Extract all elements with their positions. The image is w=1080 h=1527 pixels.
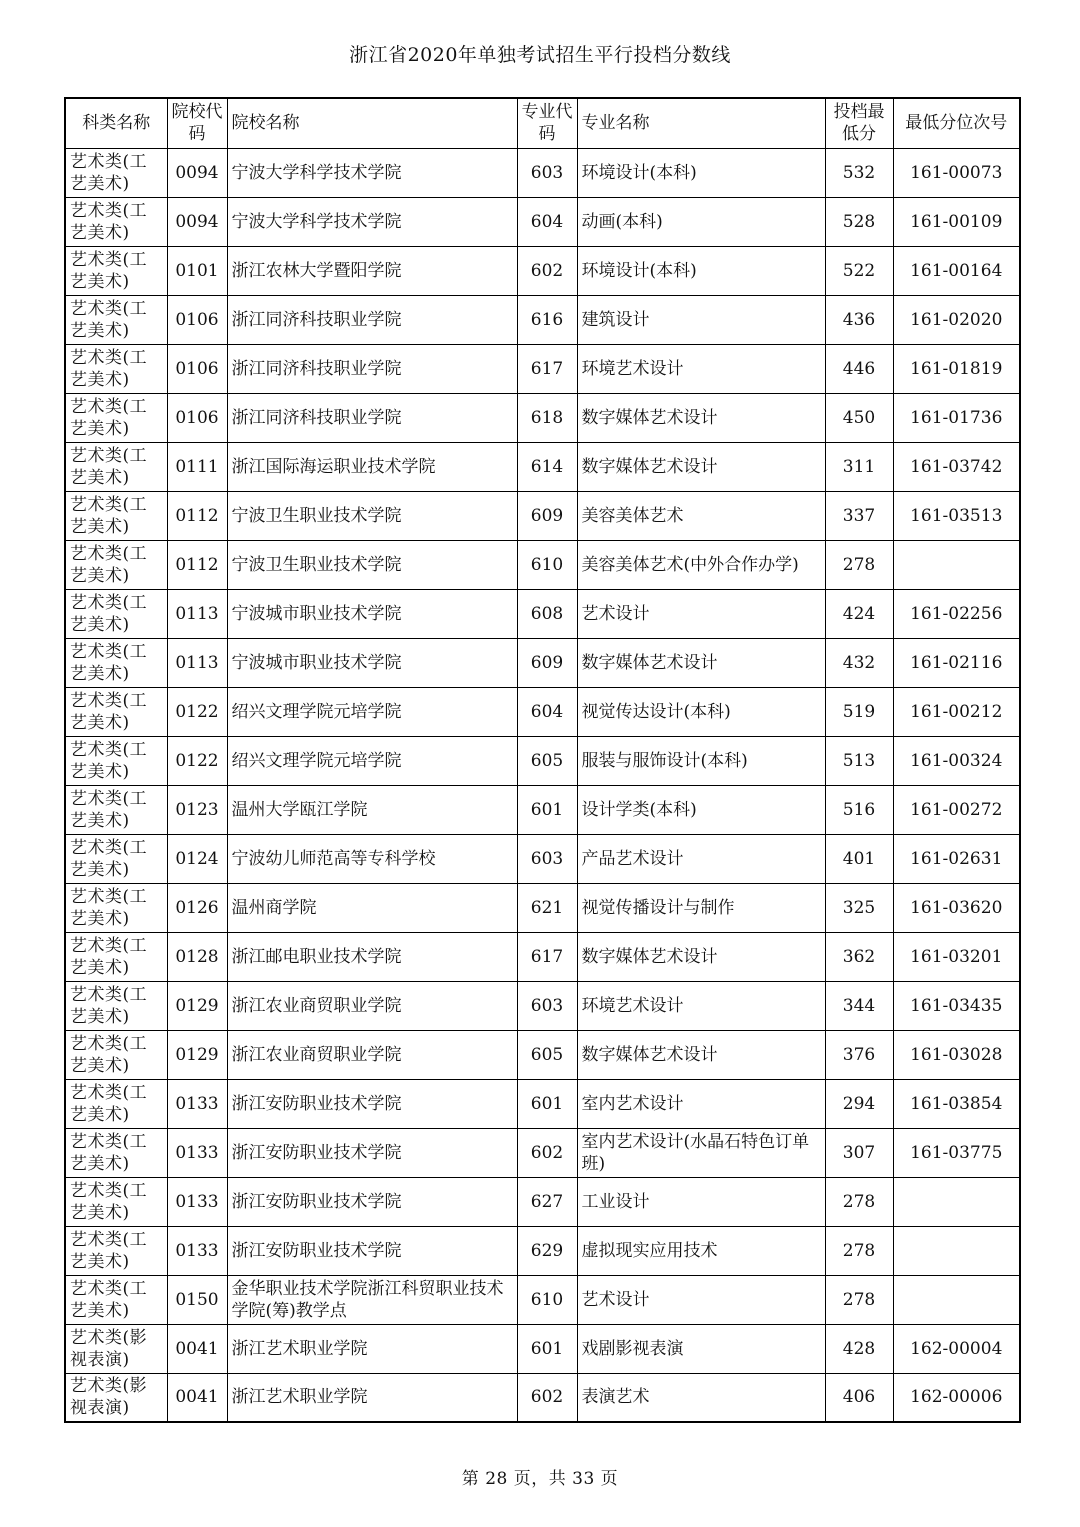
cell-school-name: 浙江同济科技职业学院 — [227, 344, 517, 393]
table-row — [65, 883, 1020, 932]
cell-school-code: 0126 — [167, 883, 227, 932]
table-row — [65, 1030, 1020, 1079]
cell-school-name: 浙江同济科技职业学院 — [227, 295, 517, 344]
cell-major-name: 服装与服饰设计(本科) — [577, 736, 825, 785]
cell-school-name: 浙江安防职业技术学院 — [227, 1079, 517, 1128]
cell-min-score: 294 — [825, 1079, 893, 1128]
cell-major-name: 环境艺术设计 — [577, 981, 825, 1030]
table-row — [65, 1226, 1020, 1275]
cell-school-code: 0124 — [167, 834, 227, 883]
cell-school-name: 浙江安防职业技术学院 — [227, 1226, 517, 1275]
cell-min-rank: 162-00004 — [893, 1324, 1020, 1373]
cell-min-score: 436 — [825, 295, 893, 344]
cell-major-code: 617 — [517, 344, 577, 393]
cell-category: 艺术类(工艺美术) — [65, 1226, 167, 1275]
cell-category: 艺术类(工艺美术) — [65, 883, 167, 932]
cell-major-name: 数字媒体艺术设计 — [577, 442, 825, 491]
cell-min-score: 278 — [825, 1275, 893, 1324]
cell-major-name: 数字媒体艺术设计 — [577, 932, 825, 981]
cell-min-score: 446 — [825, 344, 893, 393]
cell-min-rank: 161-02631 — [893, 834, 1020, 883]
cell-min-score: 362 — [825, 932, 893, 981]
cell-min-rank: 161-03620 — [893, 883, 1020, 932]
cell-min-rank: 161-03854 — [893, 1079, 1020, 1128]
cell-school-code: 0122 — [167, 736, 227, 785]
cell-major-name: 数字媒体艺术设计 — [577, 638, 825, 687]
cell-min-rank — [893, 1177, 1020, 1226]
cell-school-name: 宁波幼儿师范高等专科学校 — [227, 834, 517, 883]
cell-min-score: 450 — [825, 393, 893, 442]
cell-major-name: 环境设计(本科) — [577, 246, 825, 295]
cell-major-code: 602 — [517, 1128, 577, 1177]
header-school-code: 院校代码 — [167, 98, 227, 148]
cell-major-code: 617 — [517, 932, 577, 981]
cell-min-rank: 161-00109 — [893, 197, 1020, 246]
cell-major-code: 621 — [517, 883, 577, 932]
cell-major-code: 627 — [517, 1177, 577, 1226]
table-row — [65, 687, 1020, 736]
cell-min-rank: 161-01736 — [893, 393, 1020, 442]
cell-major-code: 604 — [517, 197, 577, 246]
cell-min-score: 337 — [825, 491, 893, 540]
cell-major-name: 视觉传播设计与制作 — [577, 883, 825, 932]
table-row — [65, 932, 1020, 981]
table-row — [65, 834, 1020, 883]
cell-category: 艺术类(工艺美术) — [65, 344, 167, 393]
cell-min-rank — [893, 540, 1020, 589]
table-row — [65, 540, 1020, 589]
cell-school-name: 温州商学院 — [227, 883, 517, 932]
cell-min-rank: 161-02020 — [893, 295, 1020, 344]
cell-school-name: 浙江安防职业技术学院 — [227, 1128, 517, 1177]
cell-major-name: 环境艺术设计 — [577, 344, 825, 393]
cell-category: 艺术类(工艺美术) — [65, 589, 167, 638]
cell-school-name: 宁波卫生职业技术学院 — [227, 540, 517, 589]
cell-school-name: 宁波卫生职业技术学院 — [227, 491, 517, 540]
cell-major-name: 室内艺术设计(水晶石特色订单班) — [577, 1128, 825, 1177]
cell-school-code: 0133 — [167, 1177, 227, 1226]
cell-min-score: 344 — [825, 981, 893, 1030]
cell-major-code: 616 — [517, 295, 577, 344]
cell-min-rank: 161-00073 — [893, 148, 1020, 197]
table-row — [65, 393, 1020, 442]
cell-category: 艺术类(工艺美术) — [65, 197, 167, 246]
cell-major-name: 数字媒体艺术设计 — [577, 1030, 825, 1079]
cell-min-rank: 161-01819 — [893, 344, 1020, 393]
cell-school-name: 温州大学瓯江学院 — [227, 785, 517, 834]
cell-school-code: 0113 — [167, 589, 227, 638]
table-row — [65, 736, 1020, 785]
table-row — [65, 197, 1020, 246]
cell-category: 艺术类(工艺美术) — [65, 295, 167, 344]
table-row — [65, 785, 1020, 834]
cell-min-score: 278 — [825, 1177, 893, 1226]
cell-min-score: 528 — [825, 197, 893, 246]
table-row — [65, 1177, 1020, 1226]
cell-major-name: 戏剧影视表演 — [577, 1324, 825, 1373]
cell-category: 艺术类(工艺美术) — [65, 148, 167, 197]
table-body — [65, 148, 1020, 1422]
cell-major-code: 604 — [517, 687, 577, 736]
cell-min-score: 278 — [825, 1226, 893, 1275]
cell-category: 艺术类(影视表演) — [65, 1373, 167, 1422]
cell-school-code: 0041 — [167, 1324, 227, 1373]
table-row — [65, 638, 1020, 687]
cell-school-name: 浙江农林大学暨阳学院 — [227, 246, 517, 295]
cell-min-rank — [893, 1275, 1020, 1324]
cell-min-rank: 161-02256 — [893, 589, 1020, 638]
table-header-row — [65, 98, 1020, 148]
cell-school-code: 0094 — [167, 197, 227, 246]
cell-category: 艺术类(工艺美术) — [65, 393, 167, 442]
cell-category: 艺术类(工艺美术) — [65, 981, 167, 1030]
cell-school-code: 0122 — [167, 687, 227, 736]
cell-min-rank: 161-03435 — [893, 981, 1020, 1030]
cell-category: 艺术类(工艺美术) — [65, 1128, 167, 1177]
cell-major-code: 603 — [517, 148, 577, 197]
cell-school-code: 0128 — [167, 932, 227, 981]
cell-school-code: 0094 — [167, 148, 227, 197]
cell-major-code: 603 — [517, 981, 577, 1030]
cell-school-code: 0112 — [167, 540, 227, 589]
table-row — [65, 1373, 1020, 1422]
cell-school-code: 0106 — [167, 393, 227, 442]
table-row — [65, 1079, 1020, 1128]
table-row — [65, 981, 1020, 1030]
cell-category: 艺术类(工艺美术) — [65, 1079, 167, 1128]
cell-major-name: 室内艺术设计 — [577, 1079, 825, 1128]
cell-school-code: 0106 — [167, 295, 227, 344]
cell-category: 艺术类(影视表演) — [65, 1324, 167, 1373]
cell-category: 艺术类(工艺美术) — [65, 932, 167, 981]
cell-major-code: 610 — [517, 540, 577, 589]
cell-category: 艺术类(工艺美术) — [65, 687, 167, 736]
cell-min-score: 522 — [825, 246, 893, 295]
cell-min-score: 278 — [825, 540, 893, 589]
table-row — [65, 491, 1020, 540]
cell-major-name: 设计学类(本科) — [577, 785, 825, 834]
cell-major-code: 602 — [517, 1373, 577, 1422]
cell-min-score: 513 — [825, 736, 893, 785]
cell-school-code: 0106 — [167, 344, 227, 393]
cell-major-code: 601 — [517, 1079, 577, 1128]
cell-school-name: 浙江农业商贸职业学院 — [227, 1030, 517, 1079]
cell-category: 艺术类(工艺美术) — [65, 540, 167, 589]
cell-category: 艺术类(工艺美术) — [65, 638, 167, 687]
cell-major-name: 工业设计 — [577, 1177, 825, 1226]
table-row — [65, 442, 1020, 491]
cell-school-name: 绍兴文理学院元培学院 — [227, 687, 517, 736]
cell-min-rank — [893, 1226, 1020, 1275]
cell-school-name: 宁波城市职业技术学院 — [227, 638, 517, 687]
cell-major-name: 环境设计(本科) — [577, 148, 825, 197]
table-row — [65, 246, 1020, 295]
table-row — [65, 295, 1020, 344]
cell-category: 艺术类(工艺美术) — [65, 246, 167, 295]
cell-min-rank: 161-03513 — [893, 491, 1020, 540]
cell-major-code: 618 — [517, 393, 577, 442]
cell-category: 艺术类(工艺美术) — [65, 1177, 167, 1226]
cell-school-code: 0150 — [167, 1275, 227, 1324]
cell-school-name: 金华职业技术学院浙江科贸职业技术学院(筹)教学点 — [227, 1275, 517, 1324]
cell-min-score: 376 — [825, 1030, 893, 1079]
cell-category: 艺术类(工艺美术) — [65, 834, 167, 883]
cell-min-score: 516 — [825, 785, 893, 834]
score-table — [64, 97, 1021, 1423]
cell-min-score: 401 — [825, 834, 893, 883]
header-major-name: 专业名称 — [577, 98, 825, 148]
cell-category: 艺术类(工艺美术) — [65, 1275, 167, 1324]
table-row — [65, 589, 1020, 638]
table-row — [65, 1324, 1020, 1373]
cell-school-name: 浙江艺术职业学院 — [227, 1324, 517, 1373]
cell-min-rank: 161-00212 — [893, 687, 1020, 736]
cell-school-name: 宁波城市职业技术学院 — [227, 589, 517, 638]
cell-major-code: 608 — [517, 589, 577, 638]
cell-school-code: 0129 — [167, 981, 227, 1030]
cell-school-code: 0123 — [167, 785, 227, 834]
cell-major-name: 动画(本科) — [577, 197, 825, 246]
header-category: 科类名称 — [65, 98, 167, 148]
cell-min-score: 406 — [825, 1373, 893, 1422]
header-school-name: 院校名称 — [227, 98, 517, 148]
cell-min-score: 532 — [825, 148, 893, 197]
cell-category: 艺术类(工艺美术) — [65, 491, 167, 540]
cell-category: 艺术类(工艺美术) — [65, 442, 167, 491]
cell-category: 艺术类(工艺美术) — [65, 736, 167, 785]
cell-min-rank: 161-02116 — [893, 638, 1020, 687]
page-title: 浙江省2020年单独考试招生平行投档分数线 — [349, 44, 731, 66]
cell-min-score: 307 — [825, 1128, 893, 1177]
cell-major-name: 数字媒体艺术设计 — [577, 393, 825, 442]
cell-major-code: 602 — [517, 246, 577, 295]
cell-major-name: 产品艺术设计 — [577, 834, 825, 883]
cell-category: 艺术类(工艺美术) — [65, 1030, 167, 1079]
cell-major-name: 表演艺术 — [577, 1373, 825, 1422]
cell-school-code: 0133 — [167, 1079, 227, 1128]
cell-category: 艺术类(工艺美术) — [65, 785, 167, 834]
cell-school-code: 0112 — [167, 491, 227, 540]
table-row — [65, 148, 1020, 197]
cell-school-name: 浙江国际海运职业技术学院 — [227, 442, 517, 491]
cell-school-code: 0129 — [167, 1030, 227, 1079]
cell-min-score: 519 — [825, 687, 893, 736]
cell-major-code: 629 — [517, 1226, 577, 1275]
cell-school-name: 浙江同济科技职业学院 — [227, 393, 517, 442]
table-row — [65, 344, 1020, 393]
page-footer: 第 28 页，共 33 页 — [461, 1469, 619, 1489]
cell-min-score: 311 — [825, 442, 893, 491]
cell-major-name: 艺术设计 — [577, 1275, 825, 1324]
cell-school-code: 0101 — [167, 246, 227, 295]
cell-min-rank: 162-00006 — [893, 1373, 1020, 1422]
cell-school-name: 浙江农业商贸职业学院 — [227, 981, 517, 1030]
cell-major-name: 视觉传达设计(本科) — [577, 687, 825, 736]
cell-min-score: 428 — [825, 1324, 893, 1373]
cell-major-code: 609 — [517, 638, 577, 687]
cell-min-rank: 161-00272 — [893, 785, 1020, 834]
cell-min-rank: 161-03775 — [893, 1128, 1020, 1177]
cell-school-name: 浙江邮电职业技术学院 — [227, 932, 517, 981]
cell-min-rank: 161-03028 — [893, 1030, 1020, 1079]
cell-major-name: 美容美体艺术 — [577, 491, 825, 540]
cell-major-name: 建筑设计 — [577, 295, 825, 344]
cell-major-code: 601 — [517, 785, 577, 834]
cell-major-code: 605 — [517, 736, 577, 785]
cell-school-name: 浙江安防职业技术学院 — [227, 1177, 517, 1226]
cell-major-code: 603 — [517, 834, 577, 883]
header-min-rank: 最低分位次号 — [893, 98, 1020, 148]
cell-min-rank: 161-00324 — [893, 736, 1020, 785]
cell-school-code: 0113 — [167, 638, 227, 687]
cell-school-code: 0133 — [167, 1128, 227, 1177]
cell-school-code: 0111 — [167, 442, 227, 491]
table-row — [65, 1275, 1020, 1324]
cell-major-code: 610 — [517, 1275, 577, 1324]
cell-min-rank: 161-00164 — [893, 246, 1020, 295]
header-major-code: 专业代码 — [517, 98, 577, 148]
cell-school-name: 浙江艺术职业学院 — [227, 1373, 517, 1422]
cell-min-score: 424 — [825, 589, 893, 638]
cell-major-name: 虚拟现实应用技术 — [577, 1226, 825, 1275]
cell-school-name: 宁波大学科学技术学院 — [227, 197, 517, 246]
cell-major-code: 614 — [517, 442, 577, 491]
cell-school-code: 0041 — [167, 1373, 227, 1422]
cell-major-name: 艺术设计 — [577, 589, 825, 638]
cell-min-score: 325 — [825, 883, 893, 932]
table-row — [65, 1128, 1020, 1177]
cell-major-name: 美容美体艺术(中外合作办学) — [577, 540, 825, 589]
cell-min-rank: 161-03742 — [893, 442, 1020, 491]
cell-major-code: 605 — [517, 1030, 577, 1079]
cell-major-code: 601 — [517, 1324, 577, 1373]
header-min-score: 投档最低分 — [825, 98, 893, 148]
cell-min-score: 432 — [825, 638, 893, 687]
cell-school-name: 宁波大学科学技术学院 — [227, 148, 517, 197]
cell-major-code: 609 — [517, 491, 577, 540]
cell-min-rank: 161-03201 — [893, 932, 1020, 981]
cell-school-name: 绍兴文理学院元培学院 — [227, 736, 517, 785]
cell-school-code: 0133 — [167, 1226, 227, 1275]
